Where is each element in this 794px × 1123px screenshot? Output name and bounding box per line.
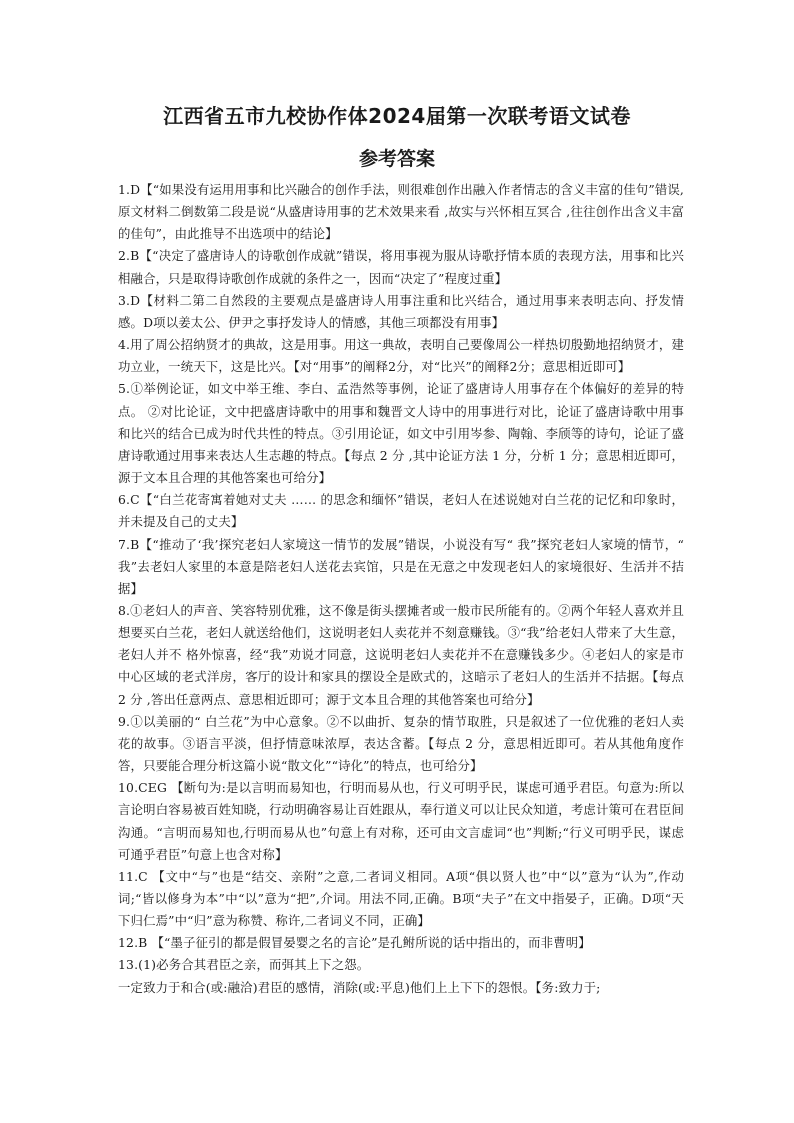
answer-item: 2.B【“决定了盛唐诗人的诗歌创作成就”错误，将用事视为服从诗歌抒情本质的表现方法，用事和比兴相融合，只是取得诗歌创作成就的条件之一，因而“决定了”程度过重】	[118, 248, 684, 286]
answer-item: 13.(1)必务合其君臣之亲，而弭其上下之怨。	[118, 957, 370, 973]
answer-item: 10.CEG 【断句为:是以言明而易知也，行明而易从也，行义可明乎民，谋虑可通乎君臣。句意为:所以言论明白容易被百姓知晓，行动明确容易让百姓跟从，奉行道义可以让民众知道，考虑计策可在君臣间沟通。“言明而易知也,行明而易从也”句意上有对称，还可由文言虚词“也”判断;“行义可明乎民，谋虑可通乎君臣”句意上也含对称】	[118, 780, 684, 862]
answer-item: 8.①老妇人的声音、笑容特别优雅，这不像是街头摆摊者或一般市民所能有的。②两个年轻人喜欢并且想要买白兰花，老妇人就送给他们，这说明老妇人卖花并不刻意赚钱。③“我”给老妇人带来了大生意，老妇人并不 格外惊喜，经“我”劝说才同意，这说明老妇人卖花并不在意赚钱多少。④老妇人的家是市中心区域的老式洋房，客厅的设计和家具的摆设全是欧式的，这暗示了老妇人的生活并不拮据。【每点 2 分 ,答出任意两点、意思相近即可；源于文本且合理的其他答案也可给分】	[118, 602, 684, 707]
answer-item: 9.①以美丽的“ 白兰花”为中心意象。②不以曲折、复杂的情节取胜，只是叙述了一位优雅的老妇人卖花的故事。③语言平淡，但抒情意味浓厚，表达含蓄。【每点 2 分，意思相近即可。若从其他角度作答，只要能合理分析这篇小说“散文化”“诗化”的特点，也可给分】	[118, 713, 684, 774]
answer-item: 3.D【材料二第二自然段的主要观点是盛唐诗人用事注重和比兴结合，通过用事来表明志向、抒发情感。D项以姜太公、伊尹之事抒发诗人的情感，其他三项都没有用事】	[118, 292, 684, 330]
answer-item: 一定致力于和合(或:融洽)君臣的感情，消除(或:平息)他们上上下下的怨恨。【务:致力于;	[118, 979, 601, 995]
answer-item: 12.B 【“墨子征引的都是假冒晏婴之名的言论”是孔鲋所说的话中指出的，而非曹明】	[118, 935, 591, 951]
answer-item: 11.C 【文中“与”也是“结交、亲附”之意,二者词义相同。A项“俱以贤人也”中“以”意为“认为”,作动词;“皆以修身为本”中“以”意为“把”,介词。用法不同,正确。B项“夫子”在文中指晏子，正确。D项“天下归仁焉”中“归”意为称赞、称许,二者词义不同，正确】	[118, 868, 684, 929]
answers-body	[118, 179, 684, 999]
answer-item: 4.用了周公招纳贤才的典故，这是用事。用这一典故，表明自己要像周公一样热切殷勤地招纳贤才，建功立业，一统天下，这是比兴。【对“用事”的阐释2分，对“比兴”的阐释2分；意思相近即可】	[118, 337, 684, 375]
answer-item: 6.C【“白兰花寄寓着她对丈夫 …… 的思念和缅怀”错误，老妇人在述说她对白兰花的记忆和印象时，并未提及自己的丈夫】	[118, 492, 684, 530]
document-subtitle: 参考答案	[358, 148, 435, 170]
answer-item: 7.B【“推动了‘我’探究老妇人家境这一情节的发展”错误，小说没有写“ 我”探究老妇人家境的情节，“ 我”去老妇人家里的本意是陪老妇人送花去宾馆，只是在无意之中发现老妇人的家境很好、生活并不拮据】	[118, 536, 684, 596]
document-title: 江西省五市九校协作体2024届第一次联考语文试卷	[163, 104, 631, 128]
answer-item: 5.①举例论证，如文中举王维、李白、孟浩然等事例，论证了盛唐诗人用事存在个体偏好的差异的特点。 ②对比论证，文中把盛唐诗歌中的用事和魏晋文人诗中的用事进行对比，论证了盛唐诗歌中用事和比兴的结合已成为时代共性的特点。③引用论证，如文中引用岑参、陶翰、李颀等的诗句，论证了盛唐诗歌通过用事来表达人生志趣的特点。【每点 2 分 ,其中论证方法 1 分，分析 1 分；意思相近即可，源于文本且合理的其他答案也可给分】	[118, 381, 684, 486]
answer-item: 1.D【“如果没有运用用事和比兴融合的创作手法，则很难创作出融入作者情志的含义丰富的佳句”错误,原文材料二倒数第二段是说“从盛唐诗用事的艺术效果来看 ,故实与兴怀相互冥合 ,往往创作出含义丰富的佳句”，由此推导不出选项中的结论】	[118, 182, 684, 242]
